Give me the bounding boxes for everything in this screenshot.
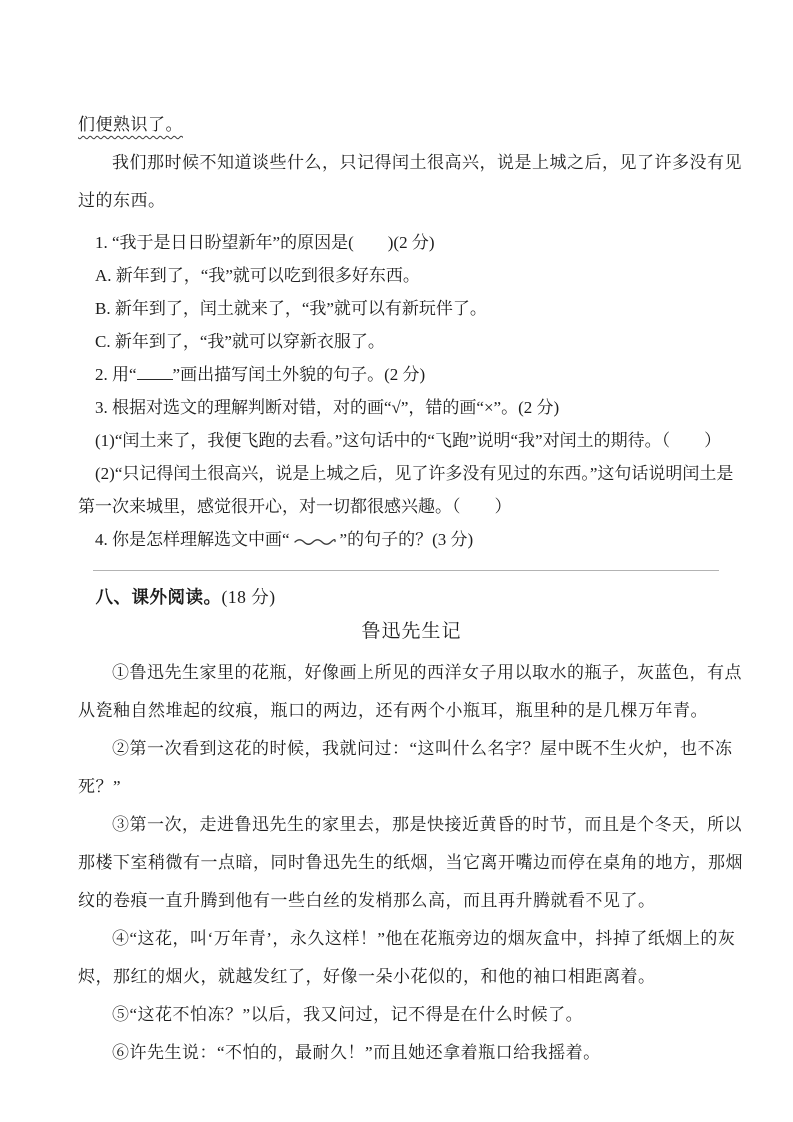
passage-paragraph-4: ④“这花，叫‘万年青’，永久这样！”他在花瓶旁边的烟灰盒中，抖掉了纸烟上的灰烬，那红的烟火，就越发红了，好像一朵小花似的，和他的袖口相距离着。 — [78, 929, 736, 986]
question-3: 3. 根据对选文的理解判断对错，对的画“√”，错的画“×”。(2 分) — [95, 398, 560, 417]
answer-blank-line — [137, 377, 173, 380]
question-1: 1. “我于是日日盼望新年”的原因是( )(2 分) — [95, 233, 435, 252]
selection-last-line: 们便熟识了。 — [78, 115, 183, 134]
question-2-suffix: ”画出描写闰土外貌的句子。(2 分) — [172, 365, 426, 384]
question-4 — [78, 523, 745, 556]
question-3-item-1: (1)“闰土来了，我便飞跑的去看。”这句话中的“飞跑”说明“我”对闰土的期待。（ ） — [95, 431, 722, 450]
section-8-header — [78, 582, 745, 612]
passage-paragraph-6: ⑥许先生说：“不怕的，最耐久！”而且她还拿着瓶口给我摇着。 — [112, 1043, 601, 1062]
section-8-header-score: (18 分) — [221, 587, 276, 607]
wavy-line-mark — [293, 535, 337, 545]
passage-paragraph-3: ③第一次，走进鲁迅先生的家里去，那是快接近黄昏的时节，而且是个冬天，所以那楼下室稍微有一点暗，同时鲁迅先生的纸烟，当它离开嘴边而停在桌角的地方，那烟纹的卷痕一直升腾到他有一些白丝的发梢那么高，而且再升腾就看不见了。 — [78, 815, 743, 910]
question-3-item-2: (2)“只记得闰土很高兴，说是上城之后，见了许多没有见过的东西。”这句话说明闰土是第一次来城里，感觉很开心，对一切都很感兴趣。（ ） — [78, 464, 734, 516]
passage-paragraph-2: ②第一次看到这花的时候，我就问过：“这叫什么名字？屋中既不生火炉，也不冻死？” — [78, 739, 733, 796]
passage-paragraph-5: ⑤“这花不怕冻？”以后，我又问过，记不得是在什么时候了。 — [112, 1005, 584, 1024]
question-1-option-a: A. 新年到了，“我”就可以吃到很多好东西。 — [95, 266, 420, 285]
question-2 — [78, 358, 745, 391]
section-8-header-label: 八、课外阅读。 — [95, 587, 222, 607]
question-2-prefix: 2. 用“ — [95, 365, 137, 384]
passage-title: 鲁迅先生记 — [361, 621, 462, 642]
section-divider — [93, 570, 719, 571]
question-4-prefix: 4. 你是怎样理解选文中画“ — [95, 530, 290, 549]
question-4-suffix: ”的句子的？(3 分) — [339, 530, 474, 549]
question-1-option-c: C. 新年到了，“我”就可以穿新衣服了。 — [95, 332, 385, 351]
selection-paragraph: 我们那时候不知道谈些什么，只记得闰土很高兴，说是上城之后，见了许多没有见过的东西。 — [78, 153, 742, 210]
passage-paragraph-1: ①鲁迅先生家里的花瓶，好像画上所见的西洋女子用以取水的瓶子，灰蓝色，有点从瓷釉自然堆起的纹痕，瓶口的两边，还有两个小瓶耳，瓶里种的是几棵万年青。 — [78, 663, 742, 720]
question-1-option-b: B. 新年到了，闰土就来了，“我”就可以有新玩伴了。 — [95, 299, 487, 318]
